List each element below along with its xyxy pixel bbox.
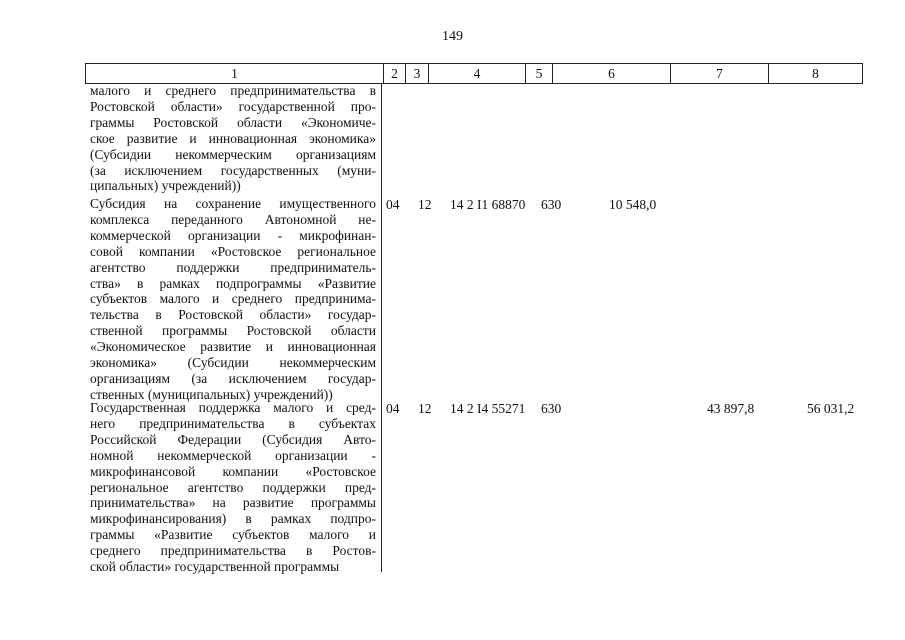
row-text-line: ципальных) учреждений)) — [90, 178, 241, 194]
header-col-1: 1 — [231, 66, 238, 81]
row-col-5: 630 — [541, 401, 562, 416]
row-col-5: 630 — [541, 197, 562, 212]
row-text-line: принимательства» на развитие программы — [90, 495, 376, 511]
row-text-line: него предпринимательства в субъектах — [90, 415, 376, 431]
row-text-line: среднего предпринимательства в Ростов- — [90, 543, 376, 559]
row-text-line: Ростовской области» государственной про- — [90, 98, 376, 114]
row-text-line: ское развитие и инновационная экономика» — [90, 130, 376, 146]
row-text-line: организациям (за исключением государ- — [90, 370, 376, 386]
row-text-line: региональное агентство поддержки пред- — [90, 479, 376, 495]
column-divider — [381, 84, 382, 572]
row-text-line: коммерческой организации - микрофинан- — [90, 227, 376, 243]
row-text-line: совой компании «Ростовское региональное — [90, 243, 376, 259]
row-text-line: ственных (муниципальных) учреждений)) — [90, 386, 333, 402]
row-col-7: 43 897,8 — [707, 401, 755, 416]
row-text-line: комплекса переданного Автономной не- — [90, 211, 376, 227]
row-text-line: номной некоммерческой организации - — [90, 447, 376, 463]
row-text-line: тельства в Ростовской области» государ- — [90, 307, 376, 323]
row-text-line: граммы «Развитие субъектов малого и — [90, 527, 376, 543]
header-col-2: 2 — [383, 64, 405, 83]
header-col-3: 3 — [405, 64, 428, 83]
header-col-4: 4 — [428, 64, 525, 83]
row-text-line: ства» в рамках подпрограммы «Развитие — [90, 275, 376, 291]
row-col-6: 10 548,0 — [609, 197, 657, 212]
row-col-3: 12 — [418, 401, 432, 416]
row-text-line: граммы Ростовской области «Экономиче- — [90, 114, 376, 130]
header-col-6: 6 — [552, 64, 670, 83]
header-col-8: 8 — [768, 64, 862, 83]
row-text-line: субъектов малого и среднего предпринима- — [90, 291, 376, 307]
row-text-line: ской области» государственной программы — [90, 559, 340, 575]
row-text-line: микрофинансирования) в рамках подпро- — [90, 511, 376, 527]
row-text-line: экономика» (Субсидии некоммерческим — [90, 355, 376, 371]
row-text-line: агентство поддержки предприниматель- — [90, 259, 376, 275]
row-col-8: 56 031,2 — [807, 401, 855, 416]
row-description — [90, 400, 376, 575]
row-col-2: 04 — [386, 401, 400, 416]
row-text-line: микрофинансовой компании «Ростовское — [90, 463, 376, 479]
page-number: 149 — [442, 29, 463, 44]
row-text-line: Государственная поддержка малого и сред- — [90, 400, 376, 415]
row-text-line: Российской Федерации (Субсидия Авто- — [90, 431, 376, 447]
header-col-5: 5 — [525, 64, 552, 83]
row-description — [90, 83, 376, 194]
row-col-4: 14 2 I4 55271 — [450, 401, 526, 416]
row-col-3: 12 — [418, 197, 432, 212]
table-header — [85, 63, 863, 84]
header-col-7: 7 — [670, 64, 768, 83]
row-text-line: ственной программы Ростовской области — [90, 323, 376, 339]
row-text-line: «Экономическое развитие и инновационная — [90, 339, 376, 355]
row-text-line: (за исключением государственных (муни- — [90, 162, 376, 178]
row-col-4: 14 2 I1 68870 — [450, 197, 526, 212]
row-description — [90, 196, 376, 403]
row-text-line: малого и среднего предпринимательства в — [90, 83, 376, 98]
row-text-line: Субсидия на сохранение имущественного — [90, 196, 376, 211]
row-col-2: 04 — [386, 197, 400, 212]
row-text-line: (Субсидии некоммерческим организациям — [90, 146, 376, 162]
